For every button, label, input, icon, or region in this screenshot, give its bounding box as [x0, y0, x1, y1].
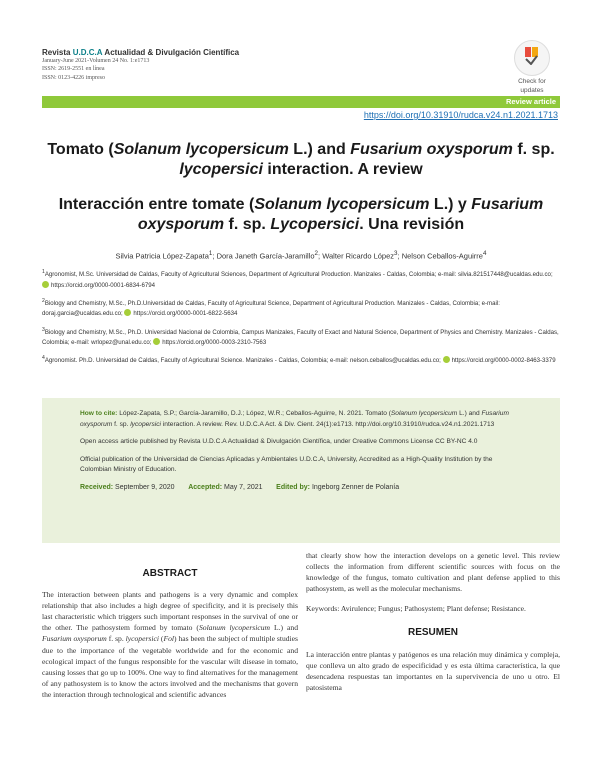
check-for-updates-badge[interactable] [508, 40, 556, 96]
received-date: September 9, 2020 [115, 483, 175, 491]
journal-prefix: Revista [42, 48, 71, 57]
affiliation-4: $^4$Agronomist. Ph.D. Universidad de Caldas, Faculty of Agricultural Science. Manizales - Caldas, Colombia; e-mail: nelson.ceballos@ucaldas.edu.co; https://orcid.org/0000-0002-8463-3379 [42, 355, 556, 365]
title-spanish: Interacción entre tomate (Solanum lycopersicum L.) y Fusarium oxysporum f. sp. Lycopersici. Una revisión [58, 196, 544, 233]
affiliation-3: $^3$Biology and Chemistry, M.Sc., Ph.D. Universidad Nacional de Colombia, Campus Manizales, Faculty of Exact and Natural Science, Department of Physics and Chemistry. Manizales - Caldas, Colombia; e-mail: wrlopez@unal.edu.co; https://orcid.org/0000-0003-2310-7563 [42, 326, 559, 347]
issn-print: ISSN: 0123-4226 impreso [42, 74, 105, 81]
article-type: Review article [505, 97, 556, 106]
orcid-link[interactable]: https://orcid.org/0000-0001-6822-5634 [133, 310, 238, 318]
accepted-date: May 7, 2021 [224, 483, 263, 491]
orcid-icon [124, 309, 131, 316]
author-4: Nelson Ceballos-Aguirre [401, 251, 483, 261]
abstract-heading: ABSTRACT [142, 568, 198, 579]
badge-line2: updates [520, 87, 544, 94]
citation-info-box [42, 398, 560, 543]
author-1: Silvia Patricia López-Zapata [115, 251, 209, 261]
open-access-note: Open access article published by Revista U.D.C.A Actualidad & Divulgación Científica, under Creative Commons License CC BY-NC 4.0 [80, 438, 478, 446]
author-2: Dora Janeth García-Jaramillo [216, 251, 315, 261]
abstract-continuation: that clearly show how the interaction develops on a genetic level. This review collects the information from different scientific sources with focus on the knowledge of the fungus, tomato cultivation and plant defense applied to this pathosystem, as well as the molecular mechanisms. [306, 551, 560, 594]
affiliations [42, 267, 560, 372]
orcid-link[interactable]: https://orcid.org/0000-0001-6834-6794 [51, 281, 156, 289]
author-list: Silvia Patricia López-Zapata$^1$; Dora Janeth García-Jaramillo$^2$; Walter Ricardo López$^3$; Nelson Ceballos-Aguirre$^4$ [115, 250, 487, 261]
abstract-text: The interaction between plants and pathogens is a very dynamic and complex relationship that also includes a high degree of specificity, and it is precisely this last characteristic which triggers such important responses in the survival of one or the other. The pathosystem formed by tomato (Solanum lycopersicum L.) and Fusarium oxysporum f. sp. lycopersici (Fol) has been the subject of multiple studies due to the importance of the vegetable worldwide and for the economic and ecological impact of the fungus responsible for the vascular wilt disease in tomato, causing losses that go up to 100%. One way to find alternatives for the management of any pathosystem is to know the actors involved and the mechanisms that govern the interaction through technological and scientific advances [42, 590, 298, 699]
keywords: Keywords: Avirulence; Fungus; Pathosystem; Plant defense; Resistance. [306, 604, 526, 614]
official-publication-note: Official publication of the Universidad de Ciencias Aplicadas y Ambientales U.D.C.A, University, Accredited as a High-Quality Institution by the Colombian Ministry of Education. [80, 455, 493, 474]
article-type-bar [42, 96, 560, 108]
author-3: Walter Ricardo López [322, 251, 395, 261]
orcid-icon [153, 338, 160, 345]
editor: Ingeborg Zenner de Polanía [311, 483, 400, 491]
title-english: Tomato (Solanum lycopersicum L.) and Fusarium oxysporum f. sp. lycopersici interaction. A review [47, 141, 555, 178]
journal-brand: U.D.C.A [72, 48, 103, 57]
issue-line: January-June 2021-Volumen 24 No. 1:e1713 [42, 58, 150, 64]
orcid-icon [443, 356, 450, 363]
affiliation-1: $^1$Agronomist, M.Sc. Universidad de Caldas, Faculty of Agricultural Sciences, Department of Agricultural Production. Manizales - Caldas, Colombia; e-mail: silvia.821517448@ucaldas.edu.co; https://orcid.org/0000-0001-6834-6794 [42, 269, 553, 289]
journal-header [42, 48, 362, 82]
right-column [306, 550, 560, 693]
badge-line1: Check for [518, 78, 546, 85]
article-dates: Received: September 9, 2020 Accepted: May 7, 2021 Edited by: Ingeborg Zenner de Polanía [80, 483, 400, 491]
check-updates-icon [514, 40, 550, 76]
doi-link[interactable]: https://doi.org/10.31910/rudca.v24.n1.2021.1713 [363, 110, 558, 120]
resumen-heading: RESUMEN [407, 627, 458, 639]
orcid-icon [42, 281, 49, 288]
orcid-link[interactable]: https://orcid.org/0000-0003-2310-7563 [162, 339, 267, 347]
journal-suffix: Actualidad & Divulgación Científica [104, 48, 240, 57]
affiliation-2: $^2$Biology and Chemistry, M.Sc., Ph.D.Universidad de Caldas, Faculty of Agricultural Science, Department of Agricultural Production. Manizales - Caldas, Colombia; e-mail: doraj.garcia@ucaldas.edu.co; https://orcid.org/0000-0001-6822-5634 [42, 297, 500, 318]
how-to-cite: How to cite: López-Zapata, S.P.; García-Jaramillo, D.J.; López, W.R.; Ceballos-Aguirre, N. 2021. Tomato (Solanum lycopersicum L.) and Fusarium oxysporum f. sp. lycopersici interaction. A review. Rev. U.D.C.A Act. & Div. Cient. 24(1):e1713. http://doi.org/10.31910/rudca.v24.n1.2021.1713 [80, 410, 509, 428]
orcid-link[interactable]: https://orcid.org/0000-0002-8463-3379 [451, 357, 556, 365]
abstract-column [42, 568, 298, 700]
journal-name [42, 48, 362, 57]
issn-online: ISSN: 2619-2551 en línea [42, 66, 105, 73]
resumen-text: La interacción entre plantas y patógenos es una relación muy dinámica y compleja, que conlleva un alto grado de especificidad y es esta última característica, la que desencadena respuestas tan importantes en la supervivencia de uno u otro. El patosistema [306, 649, 560, 692]
